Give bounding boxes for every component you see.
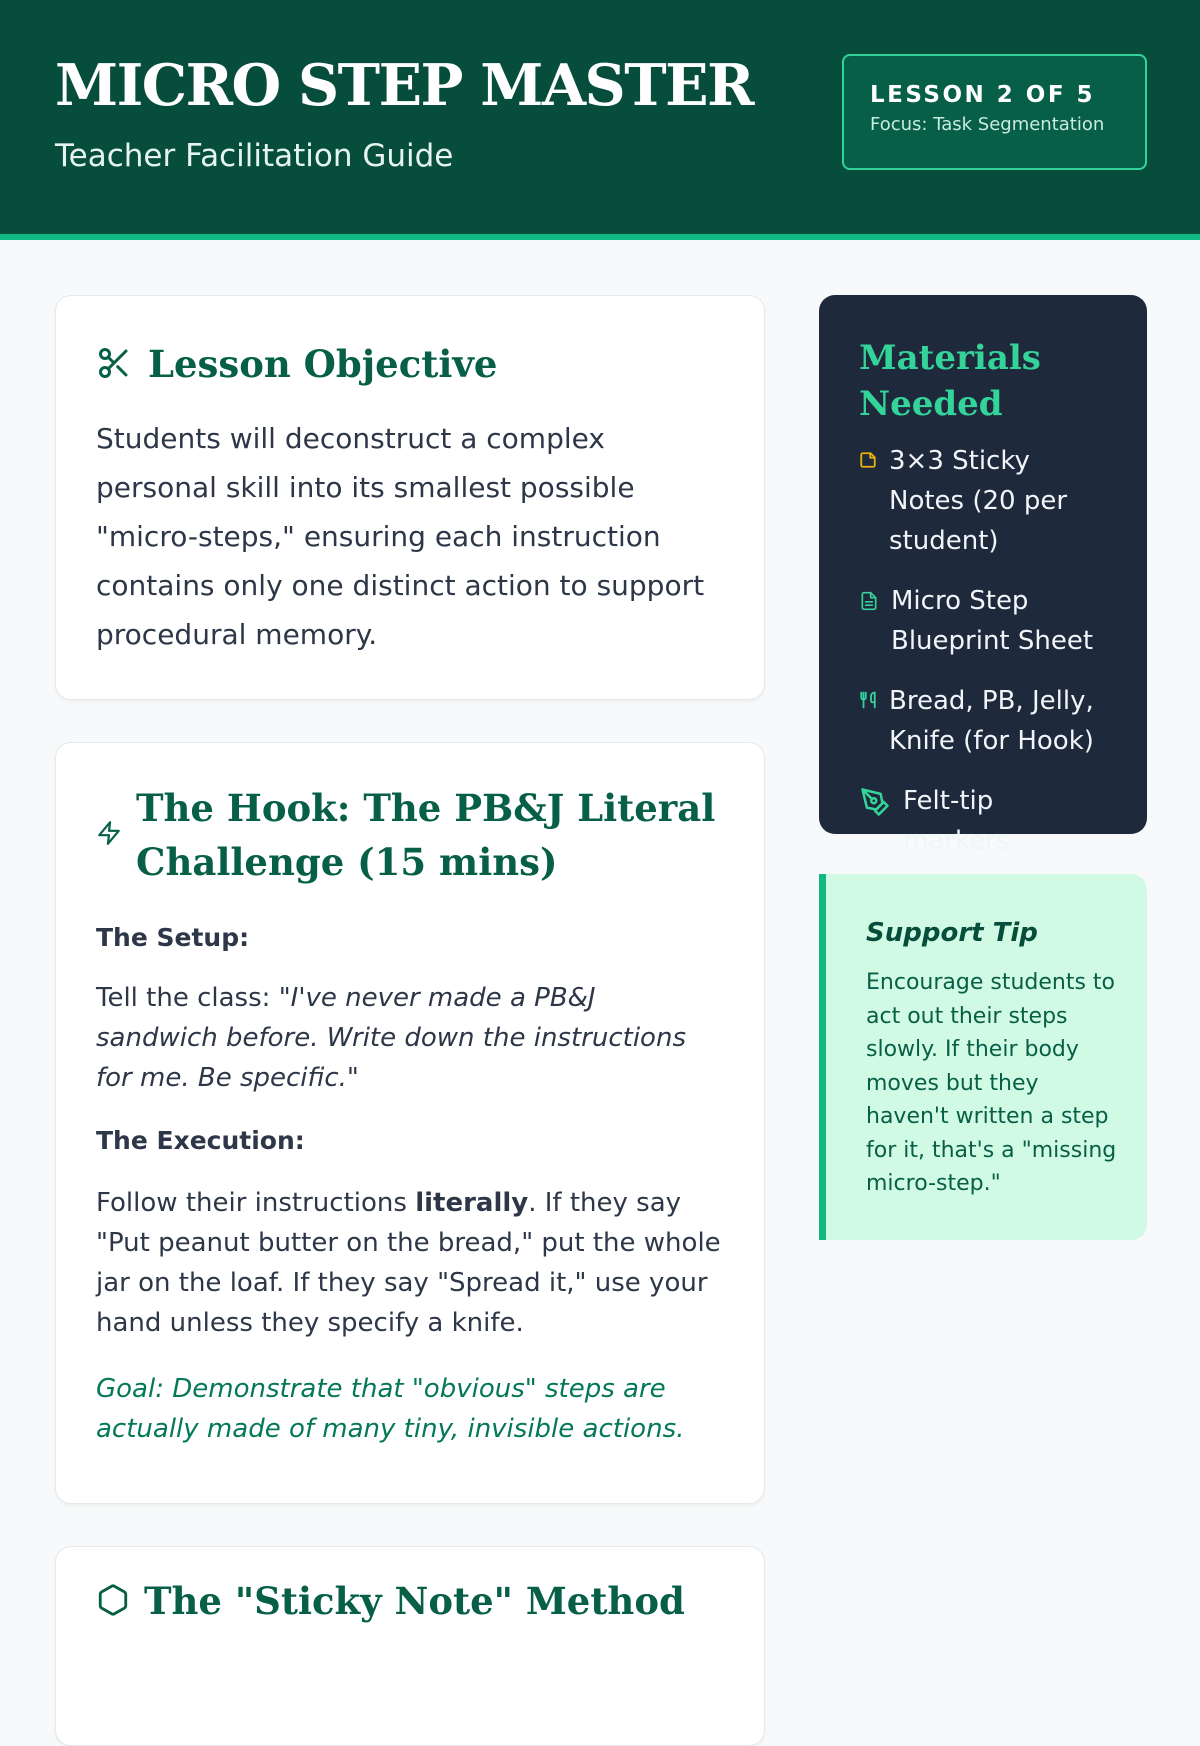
lightning-icon — [96, 820, 122, 850]
cube-icon — [96, 1583, 130, 1621]
sticky-note-icon — [859, 451, 877, 473]
lesson-focus: Focus: Task Segmentation — [870, 114, 1105, 135]
execution-text-end: . If they say "Put peanut butter on the bread," put the whole jar on the loaf. If they say "Spread it," use your hand unless they specify a knife. — [96, 1188, 721, 1338]
lesson-objective-text: Students will deconstruct a complex personal skill into its smallest possible "micro-steps," ensuring each instruction contains only one distinct action to support procedural memory. — [96, 421, 705, 651]
sticky-note-method-title: The "Sticky Note" Method — [144, 1579, 685, 1623]
execution-text — [96, 1183, 724, 1343]
lesson-badge — [842, 54, 1147, 170]
execution-text-start: Follow their instructions — [96, 1188, 416, 1218]
setup-text — [96, 978, 724, 1098]
page-title: MICRO STEP MASTER — [55, 52, 753, 119]
materials-item-text: Felt-tip markers — [903, 786, 1010, 856]
lesson-number: LESSON 2 OF 5 — [870, 82, 1096, 108]
materials-list — [859, 441, 1107, 861]
support-tip-box — [819, 874, 1147, 1240]
materials-item — [859, 441, 1107, 561]
materials-item-text: Micro Step Blueprint Sheet — [891, 586, 1094, 656]
page-header — [0, 0, 1200, 240]
page-subtitle: Teacher Facilitation Guide — [55, 138, 454, 174]
hook-goal: Goal: Demonstrate that "obvious" steps are actually made of many tiny, invisible actions. — [96, 1374, 685, 1444]
sticky-note-method-card — [55, 1546, 765, 1746]
support-tip-title: Support Tip — [866, 918, 1038, 948]
setup-quote: "I've never made a PB&J sandwich before. Write down the instructions for me. Be specific." — [96, 983, 686, 1093]
materials-item-text: 3×3 Sticky Notes (20 per student) — [889, 446, 1068, 556]
setup-prefix: Tell the class: — [96, 983, 279, 1013]
lesson-objective-card — [55, 295, 765, 700]
setup-label: The Setup: — [96, 923, 250, 952]
document-icon — [859, 591, 879, 615]
execution-label: The Execution: — [96, 1126, 305, 1155]
execution-emphasis: literally — [415, 1188, 529, 1218]
support-tip-text: Encourage students to act out their steps slowly. If their body moves but they haven't written a step for it, that's a "missing micro-step." — [866, 970, 1117, 1196]
lesson-objective-title: Lesson Objective — [148, 342, 498, 386]
pen-tool-icon — [859, 787, 891, 821]
utensils-icon — [859, 691, 877, 713]
hook-title: The Hook: The PB&J Literal Challenge (15 mins) — [136, 786, 716, 884]
scissors-icon — [96, 345, 132, 385]
materials-item — [859, 581, 1107, 661]
materials-item-text: Bread, PB, Jelly, Knife (for Hook) — [889, 686, 1094, 756]
materials-item — [859, 781, 1107, 861]
hook-card — [55, 742, 765, 1504]
materials-panel — [819, 295, 1147, 856]
materials-title: Materials Needed — [859, 338, 1041, 424]
materials-item — [859, 681, 1107, 761]
